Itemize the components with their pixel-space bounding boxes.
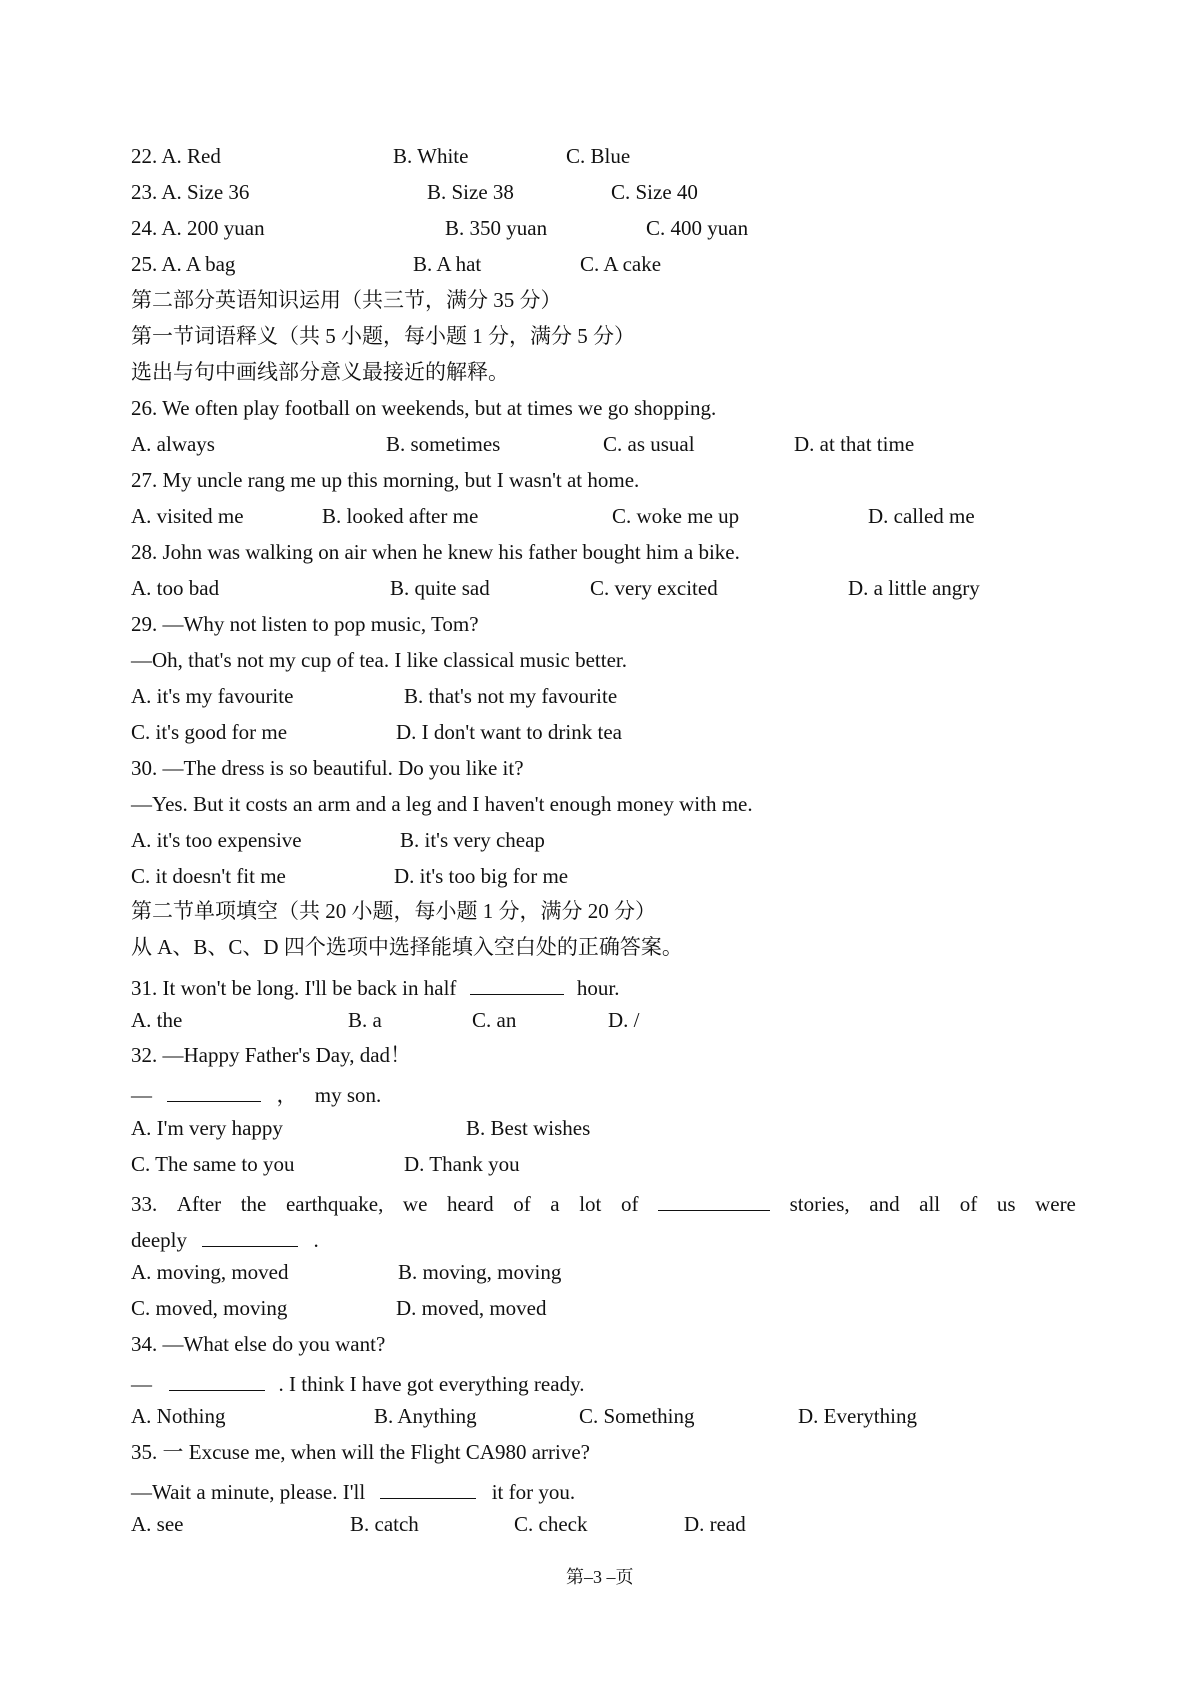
q33-option-c: C. moved, moving — [131, 1296, 288, 1320]
q34-option-b: B. Anything — [374, 1404, 477, 1428]
q35-stem-line1: 35. 一 Excuse me, when will the Flight CA980 arrive? — [131, 1440, 590, 1464]
q35-stem-line2 — [131, 1478, 575, 1503]
q32-comma: ， — [276, 1082, 298, 1107]
q31-option-a: A. the — [131, 1008, 183, 1032]
q29-option-a: A. it's my favourite — [131, 684, 294, 708]
q33-word: After — [176, 1191, 222, 1216]
q30-option-a: A. it's too expensive — [131, 828, 302, 852]
q32-option-b: B. Best wishes — [466, 1116, 591, 1140]
q33-word: of — [513, 1191, 531, 1216]
q30-option-b: B. it's very cheap — [400, 828, 545, 852]
q32-stem-line1: 32. —Happy Father's Day, dad！ — [131, 1043, 412, 1067]
q26-option-a: A. always — [131, 432, 215, 456]
q35-option-c: C. check — [514, 1512, 588, 1536]
q27-option-d: D. called me — [868, 504, 975, 528]
section2-instruction: 从 A、B、C、D 四个选项中选择能填入空白处的正确答案。 — [131, 935, 683, 959]
q31-stem — [131, 974, 620, 999]
q29-stem-line1: 29. —Why not listen to pop music, Tom? — [131, 612, 479, 636]
q33-stem-line2 — [131, 1226, 319, 1251]
q33-word: 33. — [131, 1191, 158, 1216]
q24-option-b: B. 350 yuan — [445, 216, 548, 240]
q33-word: a — [550, 1191, 560, 1216]
q33-blank-1 — [658, 1190, 770, 1211]
q32-stem-line2 — [131, 1081, 381, 1106]
q31-blank — [470, 974, 564, 995]
q24-option-c: C. 400 yuan — [646, 216, 749, 240]
q34-blank — [169, 1370, 265, 1391]
q35-stem-pre: —Wait a minute, please. I'll — [131, 1479, 366, 1504]
q33-word: were — [1035, 1191, 1076, 1216]
q31-option-d: D. / — [608, 1008, 640, 1032]
q33-word: and — [869, 1191, 900, 1216]
q24-option-a: 24. A. 200 yuan — [131, 216, 265, 240]
q33-word: of — [959, 1191, 978, 1216]
q33-word: us — [996, 1191, 1016, 1216]
q28-option-c: C. very excited — [590, 576, 718, 600]
q22-option-b: B. White — [393, 144, 469, 168]
q23-option-c: C. Size 40 — [611, 180, 698, 204]
q32-option-c: C. The same to you — [131, 1152, 295, 1176]
part2-title: 第二部分英语知识运用（共三节，满分 35 分） — [131, 288, 562, 312]
q33-word: the — [240, 1191, 267, 1216]
q33-word: we — [402, 1191, 428, 1216]
q33-word: of — [620, 1191, 639, 1216]
q25-option-b: B. A hat — [413, 252, 482, 276]
q30-stem-line2: —Yes. But it costs an arm and a leg and I haven't enough money with me. — [131, 792, 753, 816]
page-number: 第–3 –页 — [566, 1567, 634, 1587]
q34-option-d: D. Everything — [798, 1404, 917, 1428]
q30-option-d: D. it's too big for me — [394, 864, 569, 888]
q28-option-a: A. too bad — [131, 576, 220, 600]
q29-option-d: D. I don't want to drink tea — [396, 720, 622, 744]
q23-option-a: 23. A. Size 36 — [131, 180, 250, 204]
q27-option-b: B. looked after me — [322, 504, 479, 528]
q22-option-a: 22. A. Red — [131, 144, 221, 168]
section2-title: 第二节单项填空（共 20 小题，每小题 1 分，满分 20 分） — [131, 899, 656, 923]
q23-option-b: B. Size 38 — [427, 180, 514, 204]
q28-option-d: D. a little angry — [848, 576, 980, 600]
q33-word: all — [919, 1191, 941, 1216]
q32-option-d: D. Thank you — [404, 1152, 520, 1176]
q33-option-a: A. moving, moved — [131, 1260, 289, 1284]
q34-dash: — — [131, 1371, 152, 1396]
section1-title: 第一节词语释义（共 5 小题，每小题 1 分，满分 5 分） — [131, 324, 635, 348]
q34-stem-line1: 34. —What else do you want? — [131, 1332, 386, 1356]
q34-option-c: C. Something — [579, 1404, 695, 1428]
q35-stem-post: it for you. — [491, 1479, 576, 1504]
q35-blank — [380, 1478, 476, 1499]
q33-blank-2 — [202, 1226, 298, 1247]
q33-word: lot — [579, 1191, 602, 1216]
q26-stem: 26. We often play football on weekends, but at times we go shopping. — [131, 396, 717, 420]
q28-option-b: B. quite sad — [390, 576, 490, 600]
q34-option-a: A. Nothing — [131, 1404, 226, 1428]
q26-option-d: D. at that time — [794, 432, 915, 456]
q29-stem-line2: —Oh, that's not my cup of tea. I like classical music better. — [131, 648, 627, 672]
q26-option-c: C. as usual — [603, 432, 695, 456]
q22-option-c: C. Blue — [566, 144, 631, 168]
q31-option-b: B. a — [348, 1008, 382, 1032]
q32-blank — [167, 1081, 261, 1102]
q29-option-c: C. it's good for me — [131, 720, 288, 744]
q31-option-c: C. an — [472, 1008, 517, 1032]
q25-option-c: C. A cake — [580, 252, 662, 276]
section1-instruction: 选出与句中画线部分意义最接近的解释。 — [131, 360, 509, 384]
q27-option-c: C. woke me up — [612, 504, 740, 528]
q30-option-c: C. it doesn't fit me — [131, 864, 286, 888]
q31-stem-pre: 31. It won't be long. I'll be back in half — [131, 975, 457, 1000]
q34-stem-line2 — [131, 1370, 584, 1395]
q33-stem-line1 — [131, 1190, 1076, 1215]
q33-word: stories, — [789, 1191, 850, 1216]
q29-option-b: B. that's not my favourite — [404, 684, 618, 708]
q25-option-a: 25. A. A bag — [131, 252, 236, 276]
q35-option-a: A. see — [131, 1512, 184, 1536]
q35-option-d: D. read — [684, 1512, 746, 1536]
q27-stem: 27. My uncle rang me up this morning, but I wasn't at home. — [131, 468, 640, 492]
q32-option-a: A. I'm very happy — [131, 1116, 283, 1140]
q30-stem-line1: 30. —The dress is so beautiful. Do you like it? — [131, 756, 524, 780]
q35-option-b: B. catch — [350, 1512, 419, 1536]
q33-stem-post: . — [313, 1227, 319, 1252]
q33-word: earthquake, — [285, 1191, 384, 1216]
q32-dash: — — [131, 1082, 152, 1107]
q31-stem-post: hour. — [576, 975, 620, 1000]
q28-stem: 28. John was walking on air when he knew his father bought him a bike. — [131, 540, 740, 564]
q32-stem-post: my son. — [314, 1082, 382, 1107]
q33-option-d: D. moved, moved — [396, 1296, 547, 1320]
q33-word: heard — [446, 1191, 494, 1216]
q33-stem-pre: deeply — [131, 1227, 187, 1252]
q34-stem-post: . I think I have got everything ready. — [278, 1371, 585, 1396]
q33-option-b: B. moving, moving — [398, 1260, 562, 1284]
q26-option-b: B. sometimes — [386, 432, 501, 456]
q27-option-a: A. visited me — [131, 504, 244, 528]
